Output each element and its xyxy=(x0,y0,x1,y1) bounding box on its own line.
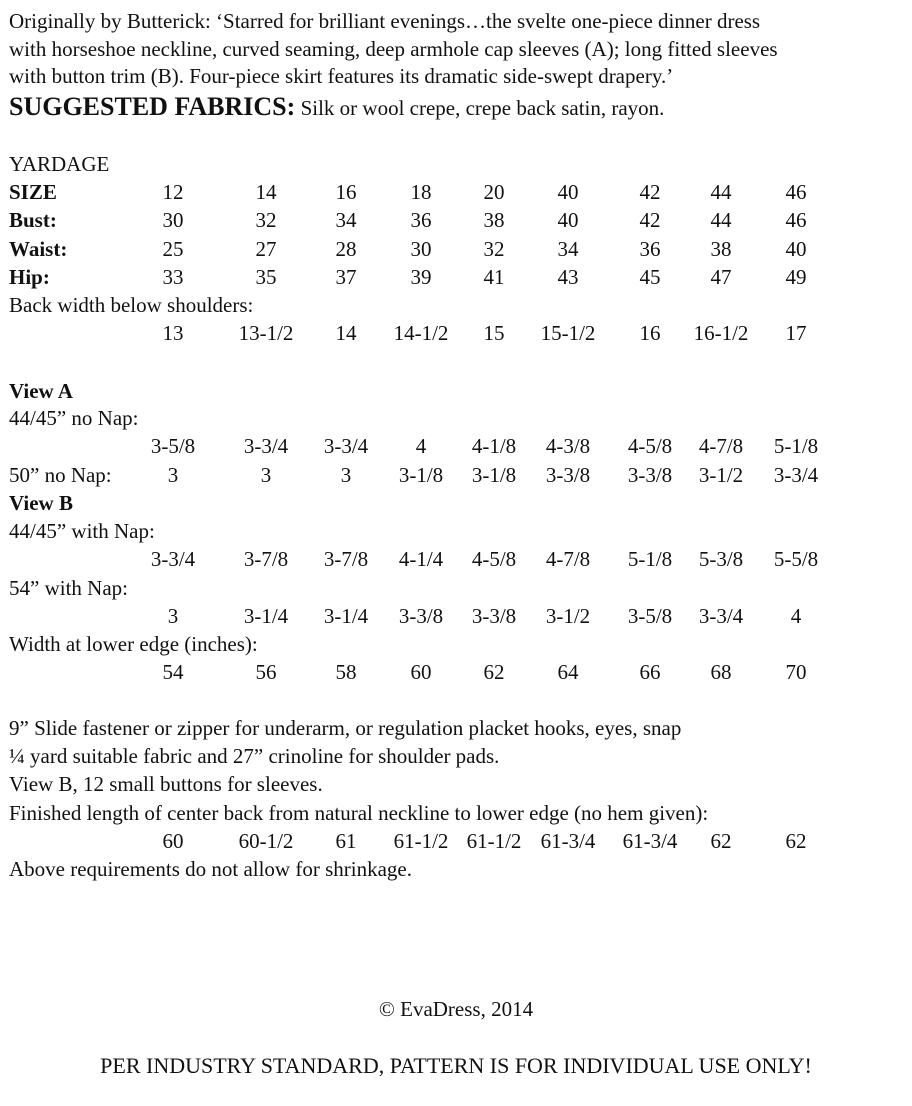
table-cell: 3-5/8 xyxy=(627,604,673,628)
waist-label: Waist: xyxy=(9,237,68,261)
table-cell: 66 xyxy=(639,660,661,684)
view-b-fabric1-label: 44/45” with Nap: xyxy=(9,519,155,543)
table-cell: 25 xyxy=(162,237,184,261)
table-cell: 30 xyxy=(162,208,184,232)
table-cell: 3-3/8 xyxy=(398,604,444,628)
back-width-label: Back width below shoulders: xyxy=(9,293,254,317)
table-cell: 36 xyxy=(639,237,661,261)
table-cell: 14-1/2 xyxy=(393,321,449,345)
table-cell: 18 xyxy=(410,180,432,204)
table-cell: 3-3/8 xyxy=(545,463,591,487)
table-cell: 61 xyxy=(335,829,357,853)
table-cell: 13 xyxy=(162,321,184,345)
view-b-heading: View B xyxy=(9,491,73,515)
table-cell: 3-5/8 xyxy=(150,434,196,458)
table-cell: 62 xyxy=(483,660,505,684)
table-cell: 5-5/8 xyxy=(773,547,819,571)
notions-line-1: 9” Slide fastener or zipper for underarm, or regulation placket hooks, eyes, snap xyxy=(9,716,682,740)
table-cell: 64 xyxy=(557,660,579,684)
table-cell: 62 xyxy=(710,829,732,853)
table-cell: 36 xyxy=(410,208,432,232)
table-cell: 4-1/8 xyxy=(471,434,517,458)
table-cell: 56 xyxy=(255,660,277,684)
notions-line-2: ¼ yard suitable fabric and 27” crinoline for shoulder pads. xyxy=(9,744,500,768)
table-cell: 3-7/8 xyxy=(323,547,369,571)
table-cell: 3-3/8 xyxy=(471,604,517,628)
table-cell: 44 xyxy=(710,180,732,204)
view-b-fabric2-label: 54” with Nap: xyxy=(9,576,128,600)
table-cell: 13-1/2 xyxy=(238,321,294,345)
table-cell: 42 xyxy=(639,208,661,232)
table-cell: 20 xyxy=(483,180,505,204)
table-cell: 4-5/8 xyxy=(471,547,517,571)
copyright: © EvaDress, 2014 xyxy=(378,997,534,1021)
table-cell: 34 xyxy=(557,237,579,261)
intro-line-3: with button trim (B). Four-piece skirt features its dramatic side-swept drapery.’ xyxy=(9,64,674,88)
lower-edge-label: Width at lower edge (inches): xyxy=(9,632,258,656)
table-cell: 3 xyxy=(260,463,272,487)
table-cell: 35 xyxy=(255,265,277,289)
table-cell: 42 xyxy=(639,180,661,204)
table-cell: 28 xyxy=(335,237,357,261)
table-cell: 15 xyxy=(483,321,505,345)
table-cell: 4-3/8 xyxy=(545,434,591,458)
table-cell: 5-1/8 xyxy=(627,547,673,571)
table-cell: 40 xyxy=(557,208,579,232)
table-cell: 3-3/4 xyxy=(698,604,744,628)
table-cell: 40 xyxy=(557,180,579,204)
table-cell: 3-7/8 xyxy=(243,547,289,571)
view-a-fabric1-label: 44/45” no Nap: xyxy=(9,406,139,430)
table-cell: 68 xyxy=(710,660,732,684)
table-cell: 16 xyxy=(639,321,661,345)
table-cell: 3-1/4 xyxy=(323,604,369,628)
table-cell: 3-3/8 xyxy=(627,463,673,487)
table-cell: 38 xyxy=(483,208,505,232)
shrinkage-note: Above requirements do not allow for shrinkage. xyxy=(9,857,412,881)
table-cell: 12 xyxy=(162,180,184,204)
table-cell: 45 xyxy=(639,265,661,289)
table-cell: 5-3/8 xyxy=(698,547,744,571)
table-cell: 41 xyxy=(483,265,505,289)
bust-label: Bust: xyxy=(9,208,57,232)
table-cell: 43 xyxy=(557,265,579,289)
table-cell: 44 xyxy=(710,208,732,232)
table-cell: 39 xyxy=(410,265,432,289)
table-cell: 60 xyxy=(162,829,184,853)
table-cell: 32 xyxy=(255,208,277,232)
table-cell: 70 xyxy=(785,660,807,684)
table-cell: 16-1/2 xyxy=(693,321,749,345)
table-cell: 4-7/8 xyxy=(545,547,591,571)
table-cell: 60-1/2 xyxy=(238,829,294,853)
view-a-fabric2-label: 50” no Nap: xyxy=(9,463,112,487)
table-cell: 14 xyxy=(335,321,357,345)
table-cell: 3-1/4 xyxy=(243,604,289,628)
table-cell: 46 xyxy=(785,180,807,204)
intro-line-2: with horseshoe neckline, curved seaming, deep armhole cap sleeves (A); long fitted sleeves xyxy=(9,37,778,61)
table-cell: 62 xyxy=(785,829,807,853)
table-cell: 3-1/8 xyxy=(471,463,517,487)
fabrics-heading: SUGGESTED FABRICS: xyxy=(9,92,296,121)
table-cell: 61-3/4 xyxy=(540,829,596,853)
table-cell: 17 xyxy=(785,321,807,345)
table-cell: 4 xyxy=(415,434,427,458)
finished-length-label: Finished length of center back from natural neckline to lower edge (no hem given): xyxy=(9,801,709,825)
intro-line-1: Originally by Butterick: ‘Starred for brilliant evenings…the svelte one-piece dinner dress xyxy=(9,9,761,33)
table-cell: 14 xyxy=(255,180,277,204)
table-cell: 4 xyxy=(790,604,802,628)
table-cell: 3-3/4 xyxy=(773,463,819,487)
disclaimer: PER INDUSTRY STANDARD, PATTERN IS FOR INDIVIDUAL USE ONLY! xyxy=(100,1053,812,1078)
table-cell: 61-1/2 xyxy=(393,829,449,853)
table-cell: 37 xyxy=(335,265,357,289)
table-cell: 3 xyxy=(340,463,352,487)
table-cell: 34 xyxy=(335,208,357,232)
table-cell: 15-1/2 xyxy=(540,321,596,345)
table-cell: 3-1/2 xyxy=(698,463,744,487)
table-cell: 46 xyxy=(785,208,807,232)
table-cell: 16 xyxy=(335,180,357,204)
table-cell: 40 xyxy=(785,237,807,261)
table-cell: 3-3/4 xyxy=(323,434,369,458)
table-cell: 47 xyxy=(710,265,732,289)
suggested-fabrics xyxy=(9,92,664,122)
table-cell: 3-3/4 xyxy=(150,547,196,571)
table-cell: 4-7/8 xyxy=(698,434,744,458)
yardage-title: YARDAGE xyxy=(9,152,110,176)
table-cell: 3-3/4 xyxy=(243,434,289,458)
hip-label: Hip: xyxy=(9,265,50,289)
table-cell: 38 xyxy=(710,237,732,261)
fabrics-text: Silk or wool crepe, crepe back satin, rayon. xyxy=(295,96,665,120)
table-cell: 49 xyxy=(785,265,807,289)
table-cell: 3 xyxy=(167,463,179,487)
table-cell: 60 xyxy=(410,660,432,684)
table-cell: 3-1/8 xyxy=(398,463,444,487)
table-cell: 27 xyxy=(255,237,277,261)
table-cell: 30 xyxy=(410,237,432,261)
table-cell: 58 xyxy=(335,660,357,684)
table-cell: 54 xyxy=(162,660,184,684)
table-cell: 3-1/2 xyxy=(545,604,591,628)
table-cell: 61-1/2 xyxy=(466,829,522,853)
table-cell: 61-3/4 xyxy=(622,829,678,853)
table-cell: 4-1/4 xyxy=(398,547,444,571)
table-cell: 4-5/8 xyxy=(627,434,673,458)
table-cell: 3 xyxy=(167,604,179,628)
size-label: SIZE xyxy=(9,180,57,204)
view-a-heading: View A xyxy=(9,379,73,403)
table-cell: 33 xyxy=(162,265,184,289)
table-cell: 5-1/8 xyxy=(773,434,819,458)
notions-line-3: View B, 12 small buttons for sleeves. xyxy=(9,772,323,796)
table-cell: 32 xyxy=(483,237,505,261)
